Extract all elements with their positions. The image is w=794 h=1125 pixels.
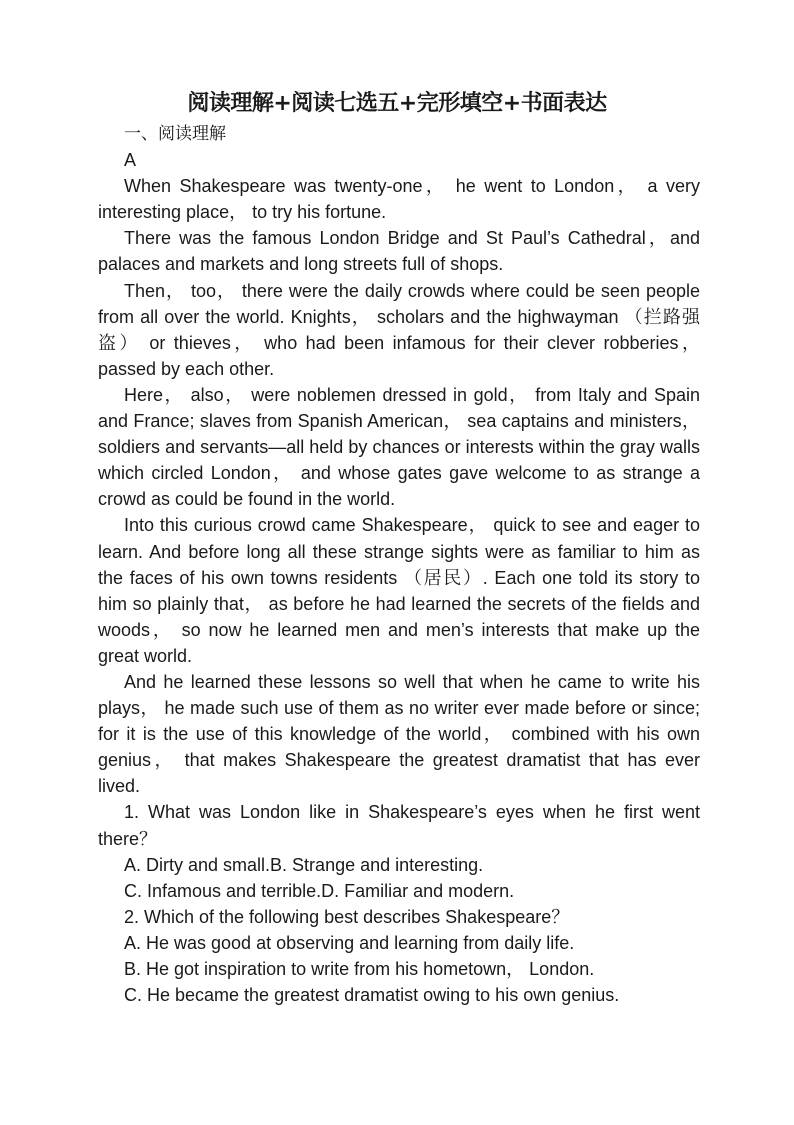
paragraph: There was the famous London Bridge and St Paul’s Cathedral，and palaces and markets and long streets full of shops. — [98, 228, 700, 275]
option-c: C. He became the greatest dramatist owing to his own genius. — [124, 985, 620, 1006]
question-stem: 1. What was London like in Shakespeare’s eyes when he first went there？ — [98, 802, 700, 849]
option-c: C. Infamous and terrible. — [124, 880, 322, 901]
paragraph: Into this curious crowd came Shakespeare， quick to see and eager to learn. And before long all these strange sights were as familiar to him as the faces of his own towns residents （居民）. Each one told its story to him so plainly that， as before he had learned the secrets of the fields and woods， so now he learned men and men’s interests that make up the great world. — [98, 515, 700, 666]
document-title: 阅读理解+阅读七选五+完形填空+书面表达 — [187, 91, 607, 116]
paragraph: Here， also， were noblemen dressed in gold， from Italy and Spain and France; slaves from Spanish American， sea captains and ministers， soldiers and servants—all held by chances or interests within the gray walls which circled London， and whose gates gave welcome to as strange a crowd as could be found in the world. — [98, 384, 700, 510]
paragraph: And he learned these lessons so well that when he came to write his plays， he made such use of them as no writer ever made before or since; for it is the use of this knowledge of the world， combined with his own genius， that makes Shakespeare the greatest dramatist that has ever lived. — [98, 671, 700, 797]
option-a: A. Dirty and small. — [124, 854, 271, 875]
option-a: A. He was good at observing and learning from daily life. — [124, 932, 575, 953]
passage-label: A — [124, 150, 137, 171]
option-d: D. Familiar and modern. — [321, 880, 515, 901]
section-heading: 一、阅读理解 — [124, 124, 226, 144]
option-row — [98, 852, 700, 878]
option-b: B. Strange and interesting. — [270, 854, 484, 875]
option-b: B. He got inspiration to write from his hometown， London. — [124, 959, 595, 979]
paragraph: When Shakespeare was twenty-one， he went to London， a very interesting place， to try his fortune. — [98, 176, 700, 223]
document-body — [98, 121, 700, 1008]
option-row — [98, 878, 700, 904]
question-stem: 2. Which of the following best describes Shakespeare？ — [124, 906, 570, 927]
paragraph: Then， too， there were the daily crowds where could be seen people from all over the world. Knights， scholars and the highwayman （拦路强盗） or thieves， who had been infamous for their clever robberies， passed by each other. — [98, 280, 700, 379]
